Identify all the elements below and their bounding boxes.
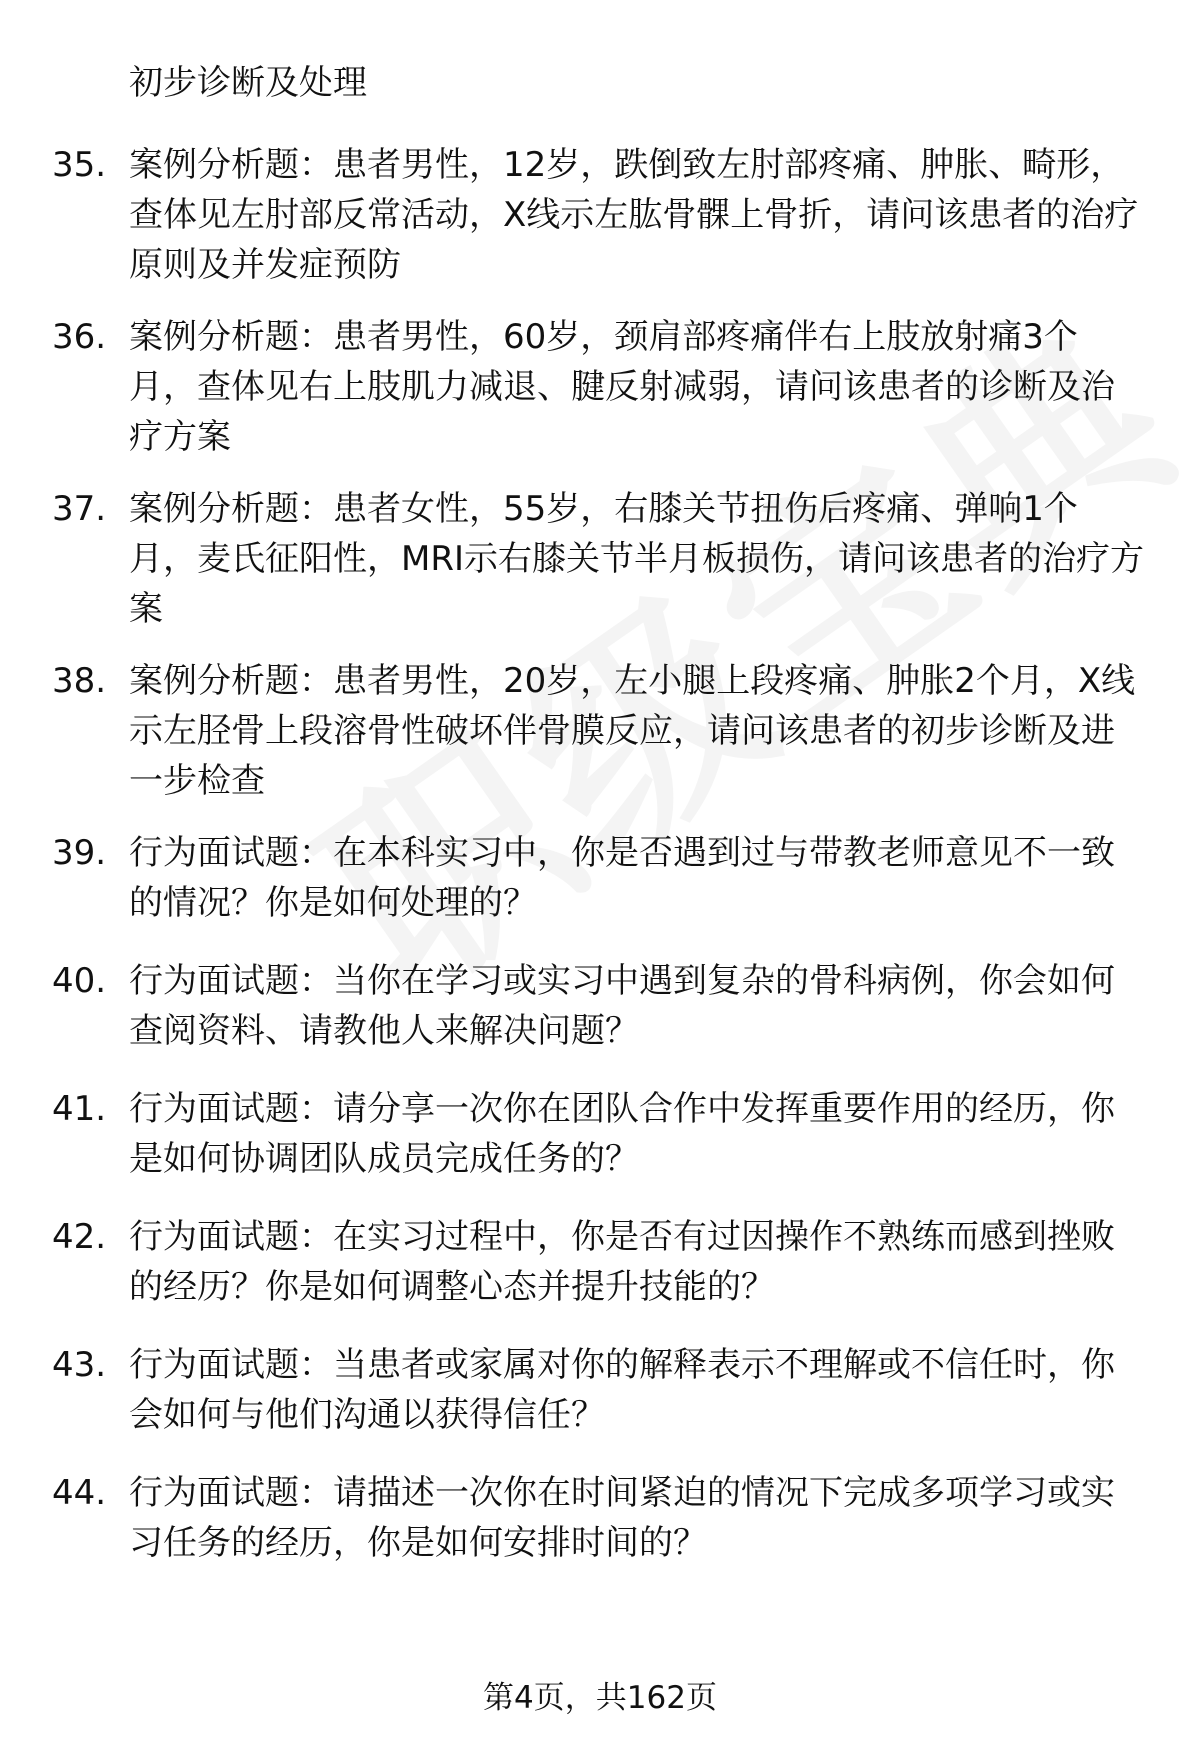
question-item — [0, 656, 1144, 806]
question-item — [0, 828, 1144, 928]
question-text: 案例分析题：患者男性，12岁，跌倒致左肘部疼痛、肿胀、畸形，查体见左肘部反常活动，X线示左肱骨髁上骨折，请问该患者的治疗原则及并发症预防 — [129, 145, 1139, 285]
question-item — [0, 1084, 1144, 1184]
question-number: 36. — [52, 317, 107, 357]
continued-text: 初步诊断及处理 — [129, 63, 367, 103]
question-text: 行为面试题：在本科实习中，你是否遇到过与带教老师意见不一致的情况？你是如何处理的？ — [129, 833, 1115, 923]
question-text: 行为面试题：当你在学习或实习中遇到复杂的骨科病例，你会如何查阅资料、请教他人来解决问题？ — [129, 961, 1115, 1051]
question-text: 案例分析题：患者男性，60岁，颈肩部疼痛伴右上肢放射痛3个月，查体见右上肢肌力减退、腱反射减弱，请问该患者的诊断及治疗方案 — [129, 317, 1115, 457]
question-number: 38. — [52, 661, 107, 701]
question-number: 37. — [52, 489, 107, 529]
question-number: 42. — [52, 1217, 107, 1257]
question-item — [0, 484, 1144, 634]
question-text: 行为面试题：请分享一次你在团队合作中发挥重要作用的经历，你是如何协调团队成员完成任务的？ — [129, 1089, 1115, 1179]
question-text: 行为面试题：当患者或家属对你的解释表示不理解或不信任时，你会如何与他们沟通以获得信任？ — [129, 1345, 1115, 1435]
question-item — [0, 956, 1144, 1056]
page-footer: 第4页，共162页 — [483, 1680, 717, 1716]
question-text: 行为面试题：在实习过程中，你是否有过因操作不熟练而感到挫败的经历？你是如何调整心态并提升技能的？ — [129, 1217, 1115, 1307]
question-item — [0, 1340, 1144, 1440]
question-text: 案例分析题：患者女性，55岁，右膝关节扭伤后疼痛、弹响1个月，麦氏征阳性，MRI示右膝关节半月板损伤，请问该患者的治疗方案 — [129, 489, 1144, 629]
question-text: 案例分析题：患者男性，20岁，左小腿上段疼痛、肿胀2个月，X线示左胫骨上段溶骨性破坏伴骨膜反应，请问该患者的初步诊断及进一步检查 — [129, 661, 1136, 801]
question-item — [0, 140, 1144, 290]
question-number: 43. — [52, 1345, 107, 1385]
question-item — [0, 312, 1144, 462]
question-number: 39. — [52, 833, 107, 873]
question-item — [0, 1212, 1144, 1312]
question-item — [0, 1468, 1144, 1568]
question-number: 41. — [52, 1089, 107, 1129]
question-number: 40. — [52, 961, 107, 1001]
question-number: 35. — [52, 145, 107, 185]
question-list — [0, 140, 1200, 1568]
question-text: 行为面试题：请描述一次你在时间紧迫的情况下完成多项学习或实习任务的经历，你是如何安排时间的？ — [129, 1473, 1115, 1563]
question-number: 44. — [52, 1473, 107, 1513]
